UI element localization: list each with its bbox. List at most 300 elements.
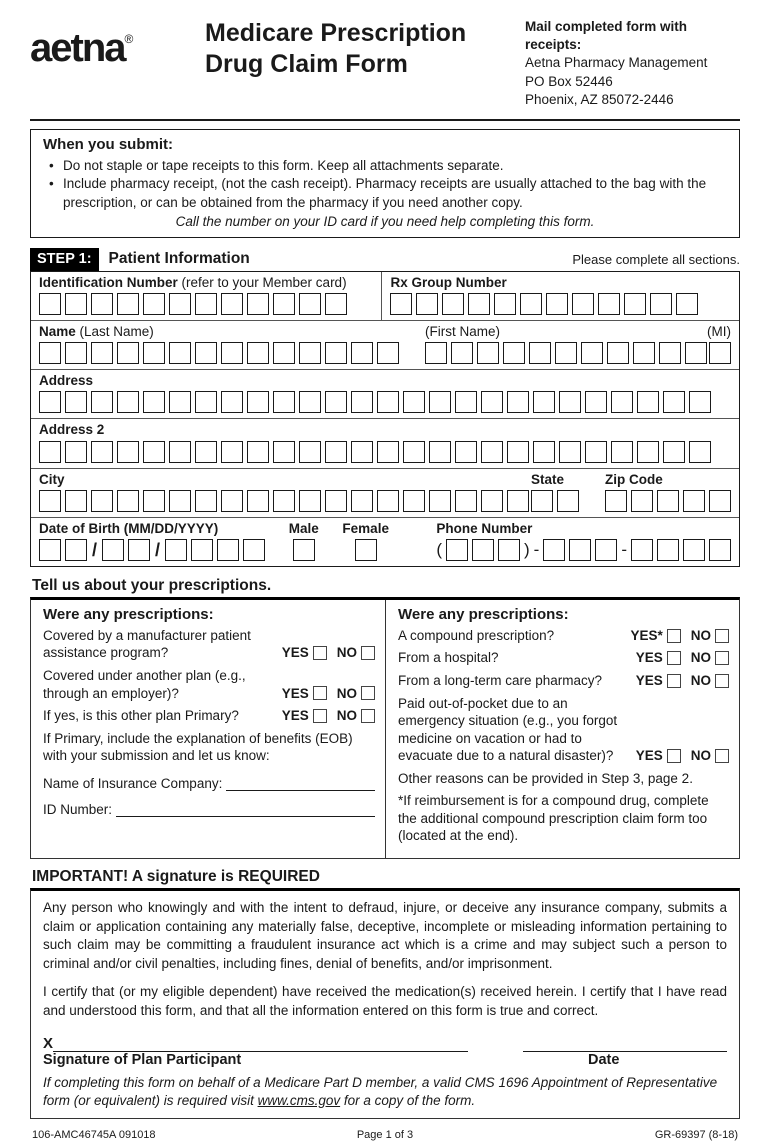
character-box (468, 293, 490, 315)
last-name-field[interactable] (39, 324, 399, 364)
character-box (117, 293, 139, 315)
step1-header (30, 248, 740, 271)
character-box (247, 490, 269, 512)
phone-last-input[interactable] (631, 539, 731, 561)
character-box (455, 441, 477, 463)
question-other-plan (43, 667, 375, 702)
character-box (65, 391, 87, 413)
character-box (143, 391, 165, 413)
character-box (91, 293, 113, 315)
character-box (507, 490, 529, 512)
character-box (559, 441, 581, 463)
character-box (442, 293, 464, 315)
character-box (472, 539, 494, 561)
phone-dash-2: - (621, 539, 628, 559)
insurance-id-field (43, 801, 375, 817)
character-box (611, 441, 633, 463)
character-box (221, 293, 243, 315)
rx-group-number-field[interactable] (381, 272, 739, 320)
date-input[interactable] (523, 1038, 727, 1052)
character-box (273, 391, 295, 413)
signature-box (30, 888, 740, 1119)
character-box (165, 539, 187, 561)
compound-drug-note: *If reimbursement is for a compound drug, complete the additional compound prescription claim form too (located at the end). (398, 793, 709, 844)
character-box (507, 391, 529, 413)
dob-label: Date of Birth (MM/DD/YYYY) (39, 520, 219, 536)
character-box (117, 391, 139, 413)
character-box (351, 391, 373, 413)
character-box (557, 490, 579, 512)
dob-slash-2: / (155, 539, 161, 560)
yes-no-group (630, 627, 729, 645)
question-longterm-care (398, 672, 729, 690)
character-box (273, 441, 295, 463)
yes-checkbox[interactable] (313, 646, 327, 660)
submit-heading: When you submit: (43, 136, 173, 154)
character-box (355, 539, 377, 561)
left-column-title: Were any prescriptions: (43, 605, 214, 623)
question-text: From a long-term care pharmacy? (398, 672, 603, 688)
character-box (533, 391, 555, 413)
character-box (143, 490, 165, 512)
character-box (477, 342, 499, 364)
character-box (221, 391, 243, 413)
character-box (429, 391, 451, 413)
name-label-bold: Name (39, 323, 76, 339)
yes-no-group (636, 649, 729, 667)
row-dob-gender-phone (31, 517, 739, 566)
character-box (191, 539, 213, 561)
signature-labels (43, 1052, 727, 1068)
mail-heading: Mail completed form with receipts: (525, 19, 688, 53)
no-checkbox[interactable] (715, 674, 729, 688)
question-manufacturer-assistance (43, 627, 375, 662)
submit-bullet-list (47, 157, 727, 212)
question-text: Paid out-of-pocket due to an emergency situation (e.g., you forgot medicine on vacation or had to evacuate due to a natural disaster)? (398, 695, 618, 764)
signature-row (43, 1035, 727, 1052)
state-input[interactable] (531, 490, 579, 512)
yes-label: YES (281, 685, 309, 701)
character-box (683, 490, 705, 512)
no-checkbox[interactable] (361, 709, 375, 723)
character-box (325, 293, 347, 315)
character-box (299, 342, 321, 364)
aetna-logo-text: aetna (30, 26, 125, 70)
prescriptions-heading: Tell us about your prescriptions. (32, 576, 272, 594)
date-label: Date (588, 1051, 620, 1068)
zip-label: Zip Code (605, 471, 663, 487)
question-hospital (398, 649, 729, 667)
character-box (195, 441, 217, 463)
character-box (663, 391, 685, 413)
question-text: If yes, is this other plan Primary? (43, 708, 239, 724)
character-box (531, 490, 553, 512)
form-title-line2: Drug Claim Form (205, 50, 408, 79)
no-label: NO (336, 685, 357, 701)
right-column-title: Were any prescriptions: (398, 605, 569, 623)
zip-field[interactable] (605, 472, 731, 512)
form-title (205, 16, 525, 81)
yes-no-group (636, 672, 729, 690)
character-box (503, 342, 525, 364)
character-box (403, 490, 425, 512)
dob-field[interactable] (39, 521, 265, 561)
character-box (572, 293, 594, 315)
character-box (377, 441, 399, 463)
dob-month-input[interactable] (39, 539, 87, 561)
yes-checkbox[interactable] (667, 749, 681, 763)
dob-year-input[interactable] (165, 539, 265, 561)
middle-initial-label: (MI) (707, 323, 731, 339)
step1-badge: STEP 1: (30, 248, 99, 271)
yes-checkbox[interactable] (667, 651, 681, 665)
character-box (529, 342, 551, 364)
page-number: Page 1 of 3 (356, 1129, 414, 1141)
character-box (676, 293, 698, 315)
character-box (631, 539, 653, 561)
character-box (117, 342, 139, 364)
help-note: Call the number on your ID card if you need help completing this form. (175, 213, 595, 229)
row-name (31, 320, 739, 369)
character-box (65, 342, 87, 364)
form-title-line1: Medicare Prescription (205, 19, 467, 47)
no-label: NO (336, 645, 357, 661)
character-box (624, 293, 646, 315)
phone-dash-1: - (533, 539, 540, 559)
yes-label: YES (281, 645, 309, 661)
character-box (351, 441, 373, 463)
city-label: City (39, 471, 65, 487)
dob-day-input[interactable] (102, 539, 150, 561)
character-box (637, 391, 659, 413)
cms-gov-link[interactable]: www.cms.gov (257, 1092, 341, 1108)
character-box (325, 342, 347, 364)
insurance-id-input[interactable] (116, 801, 375, 817)
city-field[interactable] (39, 472, 529, 512)
mail-line3: Phoenix, AZ 85072-2446 (525, 91, 674, 107)
character-box (293, 539, 315, 561)
header-divider (30, 119, 740, 121)
character-box (709, 342, 731, 364)
character-box (555, 342, 577, 364)
insurance-company-field (43, 775, 375, 791)
yes-checkbox[interactable] (313, 686, 327, 700)
no-checkbox[interactable] (361, 686, 375, 700)
character-box (102, 539, 124, 561)
character-box (657, 490, 679, 512)
character-box (390, 293, 412, 315)
character-box (299, 441, 321, 463)
page-footer (30, 1129, 740, 1141)
id-label-bold: Identification Number (39, 274, 178, 290)
phone-input[interactable] (436, 539, 731, 561)
character-box (425, 342, 447, 364)
character-box (689, 391, 711, 413)
last-name-label (39, 324, 399, 340)
state-label: State (531, 471, 565, 487)
address2-input[interactable] (39, 441, 731, 463)
character-box (689, 441, 711, 463)
phone-label: Phone Number (436, 520, 533, 536)
question-text: From a hospital? (398, 650, 499, 666)
character-box (143, 293, 165, 315)
character-box (195, 490, 217, 512)
character-box (657, 539, 679, 561)
character-box (143, 342, 165, 364)
patient-information-table (30, 271, 740, 567)
character-box (595, 539, 617, 561)
character-box (685, 342, 707, 364)
middle-initial-input[interactable] (709, 342, 731, 364)
registered-mark: ® (124, 32, 134, 46)
character-box (507, 441, 529, 463)
form-code: GR-69397 (8-18) (654, 1129, 738, 1141)
character-box (325, 490, 347, 512)
character-box (631, 490, 653, 512)
character-box (598, 293, 620, 315)
character-box (481, 391, 503, 413)
form-header (30, 16, 740, 109)
character-box (416, 293, 438, 315)
state-field[interactable] (531, 472, 579, 512)
zip-input[interactable] (605, 490, 731, 512)
character-box (325, 441, 347, 463)
character-box (709, 539, 731, 561)
character-box (351, 490, 373, 512)
character-box (39, 539, 61, 561)
question-out-of-pocket (398, 695, 729, 765)
character-box (481, 441, 503, 463)
character-box (494, 293, 516, 315)
identification-number-field[interactable] (31, 272, 381, 320)
phone-open-paren: ( (436, 539, 442, 559)
male-label: Male (288, 520, 319, 536)
yes-checkbox[interactable] (667, 629, 681, 643)
fraud-warning-paragraph: Any person who knowingly and with the intent to defraud, injure, or deceive any insurance company, submits a claim or application containing any materially false, deceptive, incomplete or misleading information pertaining to such claim may be committing a fraudulent insurance act which is a crime and may subject such a person to criminal and/or civil penalties, including fines, denial of benefits, and/or imprisonment. (43, 899, 727, 971)
character-box (569, 539, 591, 561)
character-box (91, 342, 113, 364)
question-plan-primary (43, 707, 375, 725)
character-box (611, 391, 633, 413)
character-box (39, 441, 61, 463)
no-checkbox[interactable] (715, 651, 729, 665)
important-heading: IMPORTANT! A signature is REQUIRED (32, 867, 320, 885)
no-checkbox[interactable] (715, 749, 729, 763)
first-name-field[interactable] (425, 324, 707, 364)
yes-no-group (636, 747, 729, 765)
character-box (143, 441, 165, 463)
eob-note: If Primary, include the explanation of benefits (EOB) with your submission and let us know: (43, 730, 353, 764)
character-box (273, 490, 295, 512)
character-box (546, 293, 568, 315)
no-label: NO (690, 672, 711, 688)
character-box (39, 490, 61, 512)
character-box (91, 441, 113, 463)
yes-label: YES (281, 708, 309, 724)
aetna-logo (30, 16, 205, 68)
no-checkbox[interactable] (715, 629, 729, 643)
id-label-rest: (refer to your Member card) (177, 274, 347, 290)
character-box (247, 441, 269, 463)
middle-initial-field[interactable] (707, 324, 731, 364)
character-box (128, 539, 150, 561)
character-box (195, 342, 217, 364)
character-box (543, 539, 565, 561)
rx-group-number-input[interactable] (390, 293, 731, 315)
character-box (709, 490, 731, 512)
no-label: NO (336, 708, 357, 724)
row-address (31, 369, 739, 418)
character-box (195, 391, 217, 413)
prescriptions-left-column (31, 600, 385, 858)
character-box (39, 391, 61, 413)
character-box (247, 293, 269, 315)
prescriptions-box (30, 597, 740, 859)
character-box (581, 342, 603, 364)
character-box (325, 391, 347, 413)
other-reasons-note: Other reasons can be provided in Step 3, page 2. (398, 770, 693, 786)
character-box (247, 391, 269, 413)
character-box (91, 490, 113, 512)
phone-area-input[interactable] (446, 539, 520, 561)
character-box (481, 490, 503, 512)
character-box (39, 342, 61, 364)
character-box (117, 441, 139, 463)
submit-bullet-2: • Include pharmacy receipt, (not the cash receipt). Pharmacy receipts are usually attached to the bag with the prescription, or can be obtained from the pharmacy if you need another copy. (47, 175, 727, 211)
yes-checkbox[interactable] (667, 674, 681, 688)
character-box (221, 441, 243, 463)
character-box (117, 490, 139, 512)
row-address2 (31, 418, 739, 467)
character-box (429, 490, 451, 512)
dob-input[interactable] (39, 539, 265, 561)
no-label: NO (690, 627, 711, 643)
question-text: A compound prescription? (398, 627, 555, 643)
yes-no-group (282, 685, 375, 703)
address-input[interactable] (39, 391, 731, 413)
question-text: Covered by a manufacturer patient assistance program? (43, 627, 251, 661)
character-box (403, 441, 425, 463)
address2-label: Address 2 (39, 422, 105, 438)
character-box (299, 490, 321, 512)
character-box (169, 490, 191, 512)
phone-close-paren: ) (524, 539, 530, 559)
dob-slash-1: / (92, 539, 98, 560)
phone-field[interactable] (436, 521, 731, 561)
character-box (39, 293, 61, 315)
female-field[interactable] (342, 521, 389, 561)
row-city-state-zip (31, 468, 739, 517)
no-label: NO (690, 650, 711, 666)
question-text: Covered under another plan (e.g., through an employer)? (43, 667, 246, 701)
character-box (520, 293, 542, 315)
complete-all-sections-note: Please complete all sections. (572, 251, 740, 267)
last-name-input[interactable] (39, 342, 399, 364)
address-label: Address (39, 373, 94, 389)
insurance-company-input[interactable] (226, 775, 375, 791)
character-box (221, 342, 243, 364)
character-box (533, 441, 555, 463)
character-box (559, 391, 581, 413)
insurance-company-label: Name of Insurance Company: (43, 775, 223, 791)
character-box (169, 441, 191, 463)
identification-number-label (39, 275, 373, 291)
signature-input[interactable] (53, 1038, 468, 1052)
character-box (607, 342, 629, 364)
character-box (377, 342, 399, 364)
character-box (455, 490, 477, 512)
when-you-submit-box (30, 129, 740, 238)
city-input[interactable] (39, 490, 529, 512)
character-box (403, 391, 425, 413)
character-box (633, 342, 655, 364)
character-box (650, 293, 672, 315)
character-box (299, 391, 321, 413)
no-checkbox[interactable] (361, 646, 375, 660)
yes-no-group (282, 644, 375, 662)
certification-paragraph: I certify that (or my eligible dependent) have received the medication(s) received herein. I certify that I have read and understood this form, and that all the information entered on this form is true and correct. (43, 984, 727, 1019)
no-label: NO (690, 748, 711, 764)
character-box (659, 342, 681, 364)
x-mark: X (43, 1034, 54, 1052)
identification-number-input[interactable] (39, 293, 373, 315)
question-compound (398, 627, 729, 645)
mailing-address-block (525, 16, 740, 109)
female-checkbox[interactable] (342, 539, 389, 561)
character-box (455, 391, 477, 413)
character-box (273, 342, 295, 364)
character-box (637, 441, 659, 463)
character-box (299, 293, 321, 315)
first-name-input[interactable] (425, 342, 707, 364)
male-checkbox[interactable] (289, 539, 319, 561)
character-box (683, 539, 705, 561)
representative-note (43, 1074, 727, 1110)
row-id-rxgroup (31, 272, 739, 320)
phone-mid-input[interactable] (543, 539, 617, 561)
character-box (585, 391, 607, 413)
first-name-label: (First Name) (425, 323, 500, 339)
character-box (221, 490, 243, 512)
mail-line1: Aetna Pharmacy Management (525, 55, 708, 71)
character-box (217, 539, 239, 561)
character-box (377, 391, 399, 413)
male-field[interactable] (289, 521, 319, 561)
character-box (351, 342, 373, 364)
character-box (446, 539, 468, 561)
rx-group-label: Rx Group Number (390, 274, 507, 290)
yes-no-group (282, 707, 375, 725)
mail-line2: PO Box 52446 (525, 73, 613, 89)
character-box (169, 342, 191, 364)
character-box (377, 490, 399, 512)
yes-label: YES (635, 672, 663, 688)
character-box (429, 441, 451, 463)
insurance-id-label: ID Number: (43, 801, 113, 817)
character-box (273, 293, 295, 315)
yes-label: YES (635, 650, 663, 666)
name-label-rest: (Last Name) (75, 323, 154, 339)
yes-checkbox[interactable] (313, 709, 327, 723)
yes-label: YES (635, 748, 663, 764)
female-label: Female (342, 520, 389, 536)
character-box (65, 441, 87, 463)
character-box (195, 293, 217, 315)
character-box (65, 293, 87, 315)
signature-label: Signature of Plan Participant (43, 1051, 242, 1068)
yes-label: YES* (630, 627, 663, 643)
character-box (451, 342, 473, 364)
